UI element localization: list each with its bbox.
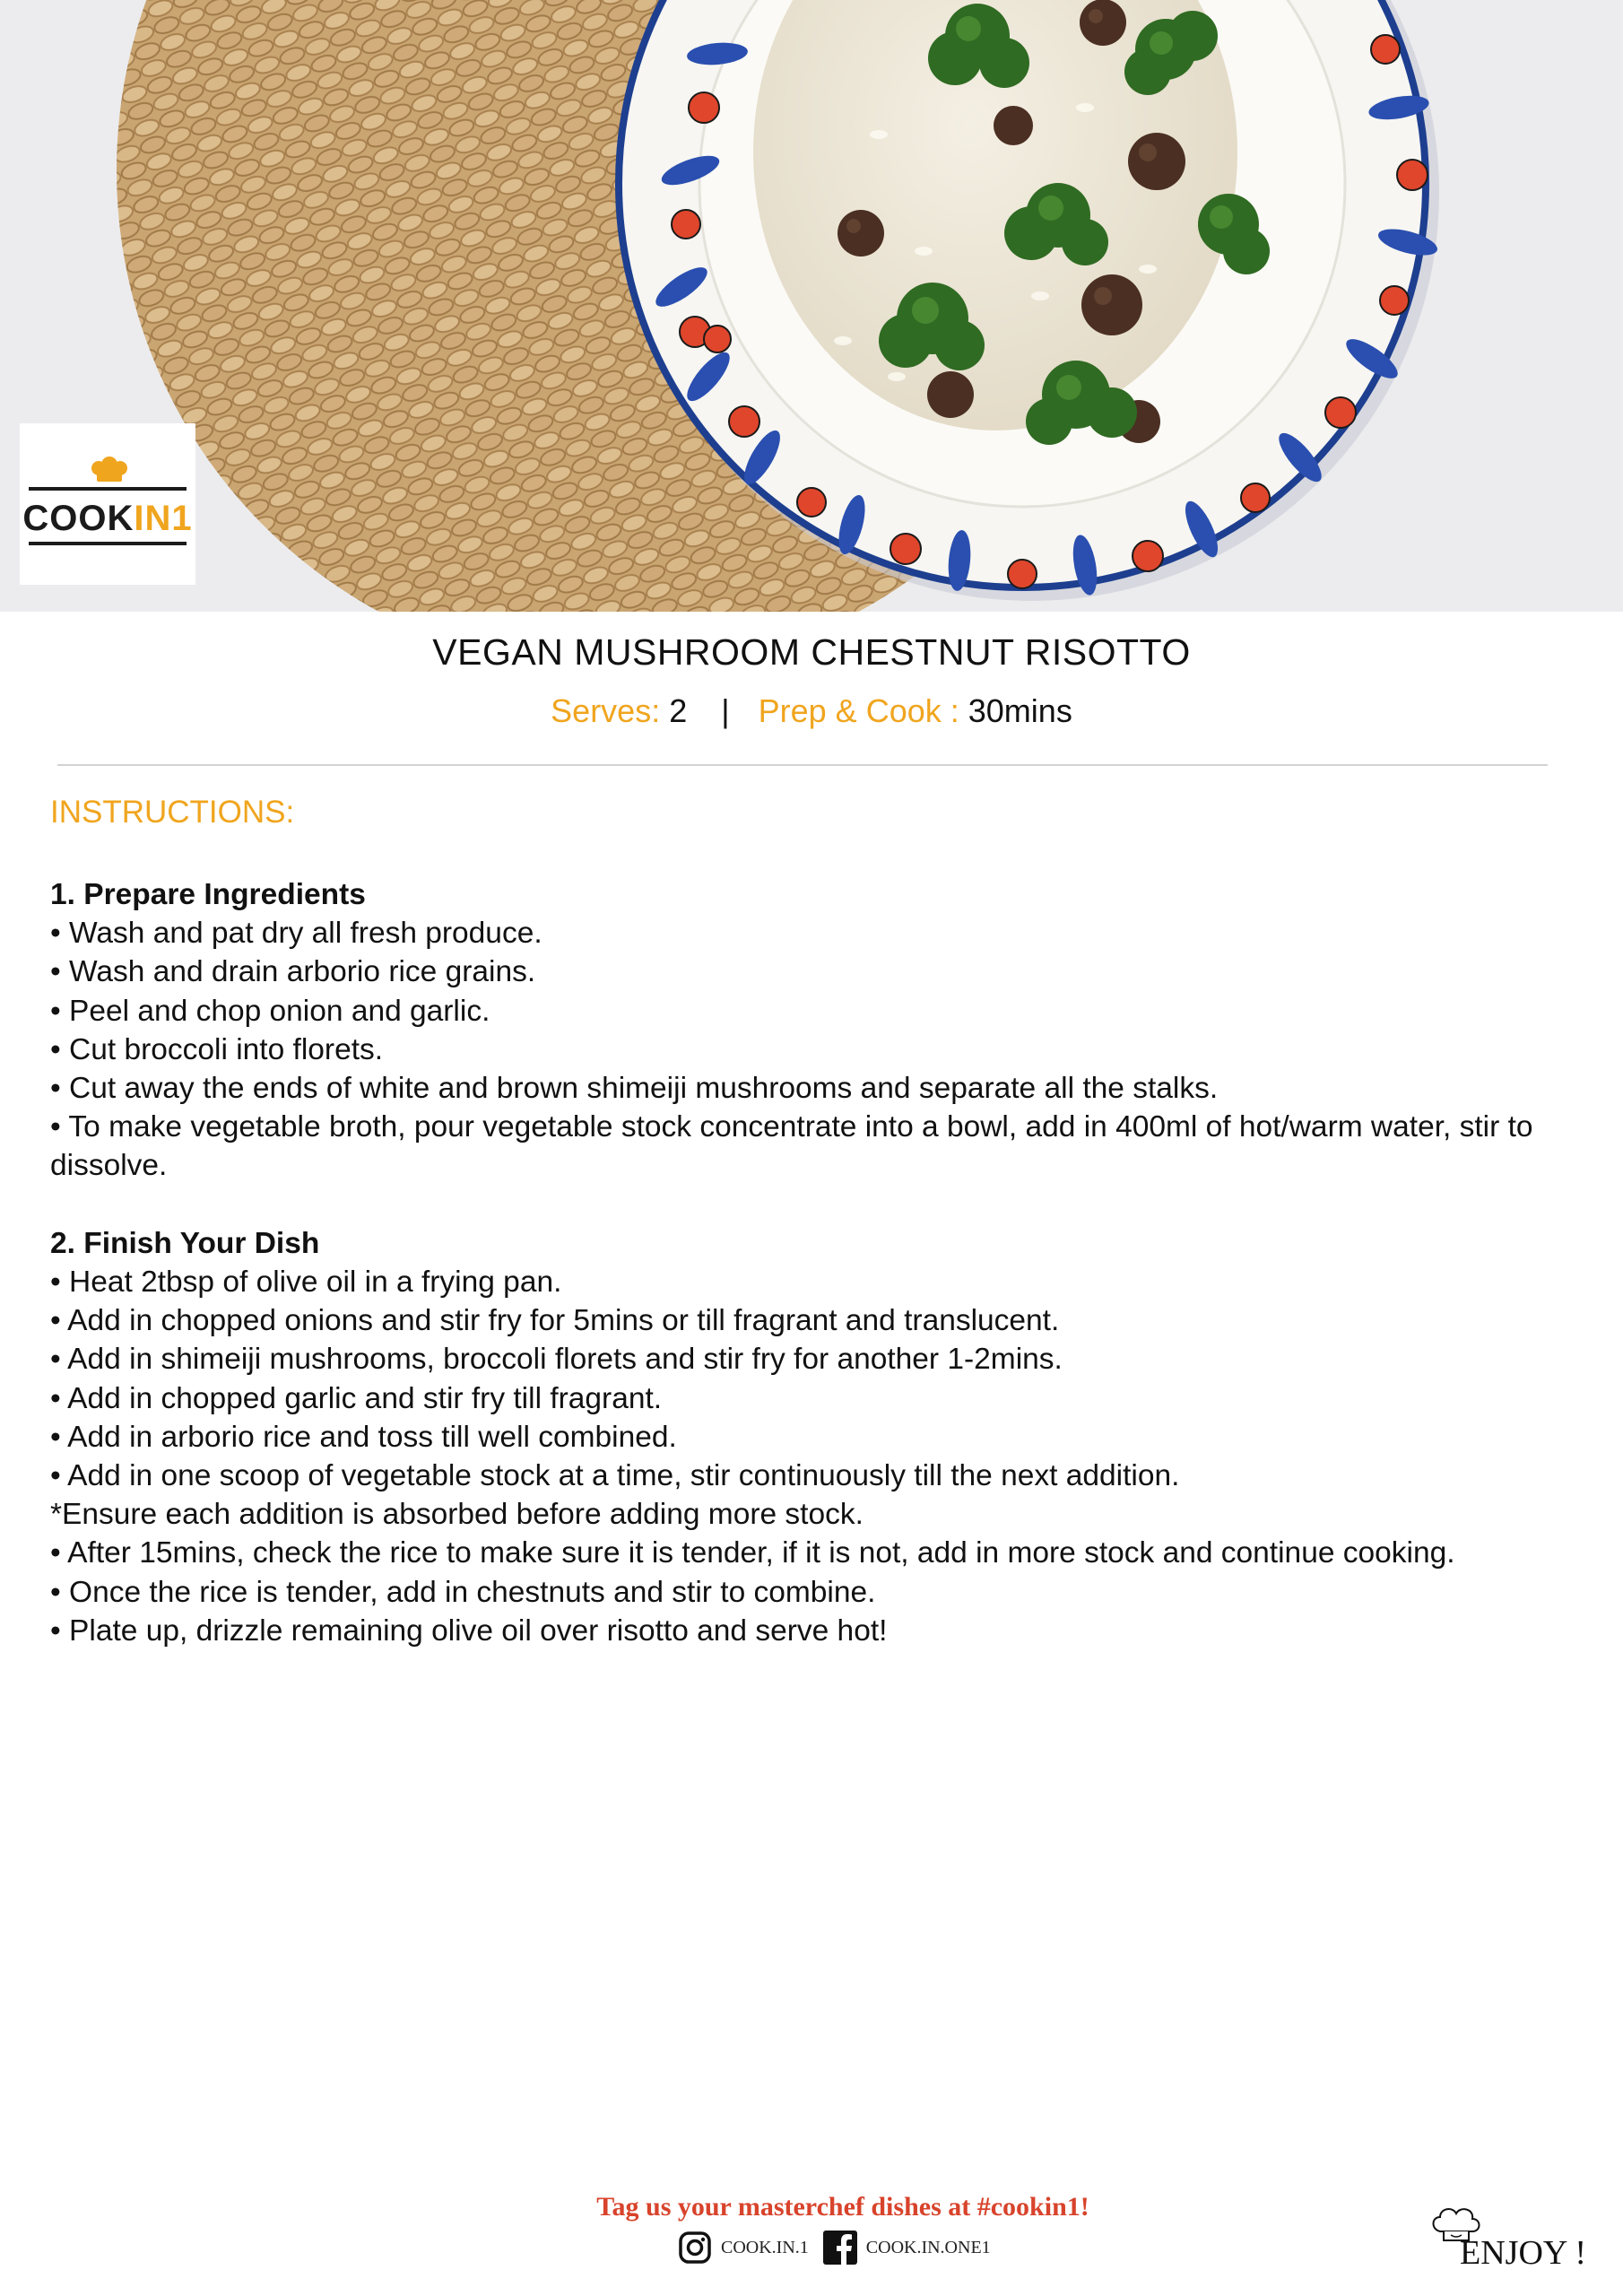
instructions-heading: INSTRUCTIONS: [50,795,295,830]
step-line: • Wash and pat dry all fresh produce. [50,917,542,951]
divider [57,764,1548,766]
step-line: • Heat 2tbsp of olive oil in a frying pan. [50,1265,562,1300]
step-title: 2. Finish Your Dish [50,1226,320,1260]
risotto-plate-illustration [0,0,1623,612]
serves-label: Serves: [551,692,661,729]
facebook-handle[interactable]: COOK.IN.ONE1 [865,2237,991,2257]
step-line: • Cut broccoli into florets. [50,1032,384,1066]
enjoy-text: ENJOY ! [1460,2234,1587,2272]
recipe-title: VEGAN MUSHROOM CHESTNUT RISOTTO [432,631,1191,673]
facebook-icon[interactable] [823,2231,857,2265]
spacer [50,1186,1575,1224]
enjoy-sign [1429,2224,1596,2278]
serves-value: 2 [669,692,688,729]
step-line: • Peel and chop onion and garlic. [50,994,490,1028]
step-line: • Add in chopped garlic and stir fry till fragrant. [50,1381,663,1415]
prep-cook-label: Prep & Cook : [758,692,959,729]
step-line: • Add in one scoop of vegetable stock at a time, stir continuously till the next addition. [50,1459,1180,1493]
instagram-icon[interactable] [678,2231,712,2265]
step-line: • Wash and drain arborio rice grains. [50,955,536,989]
step-title: 1. Prepare Ingredients [50,878,366,911]
cookin1-logo [20,423,195,585]
step-line: • After 15mins, check the rice to make sure it is tender, if it is not, add in more stock and continue cooking. [50,1536,1455,1570]
step-line: • Add in shimeiji mushrooms, broccoli florets and stir fry for another 1-2mins. [50,1343,1063,1377]
step-line: • Add in chopped onions and stir fry for 5mins or till fragrant and translucent. [50,1304,1060,1338]
step-line: • Plate up, drizzle remaining olive oil over risotto and serve hot! [50,1613,888,1648]
prep-cook-value: 30mins [968,692,1072,729]
recipe-meta [0,692,1623,730]
instagram-handle[interactable]: COOK.IN.1 [721,2237,809,2257]
social-links [678,2228,1005,2267]
step-line: • Add in arborio rice and toss till well combined. [50,1420,677,1454]
meta-separator: | [721,692,730,729]
footer-tagline: Tag us your masterchef dishes at #cookin1! [596,2192,1089,2222]
step-line: *Ensure each addition is absorbed before adding more stock. [50,1498,864,1532]
hero-photo [0,0,1623,612]
step-line: • Once the rice is tender, add in chestnuts and stir to combine. [50,1575,876,1609]
step-line: • To make vegetable broth, pour vegetable stock concentrate into a bowl, add in 400ml of hot/warm water, stir to dissolve. [50,1110,1533,1183]
instructions-body [50,875,1575,1650]
step-line: • Cut away the ends of white and brown shimeiji mushrooms and separate all the stalks. [50,1072,1219,1106]
logo-wordmark: COOKIN1 [22,499,193,538]
